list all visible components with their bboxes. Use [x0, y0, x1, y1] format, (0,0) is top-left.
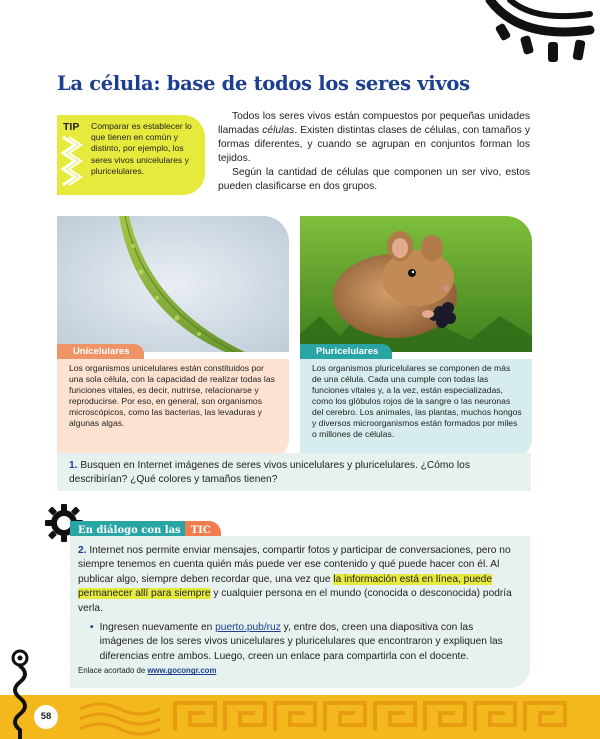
- activity-1-number: 1.: [69, 460, 78, 471]
- bullet-icon: •: [90, 622, 94, 634]
- link-shortener-credit: Enlace acortado de www.gocongr.com: [78, 666, 217, 676]
- squiggle-graphic: [8, 648, 36, 739]
- microscope-alga-image: [57, 216, 289, 352]
- activity-1: [57, 453, 531, 491]
- tip-text: Comparar es establecer lo que tienen en común y distinto, por ejemplo, los seres vivos unicelulares y pluricelulares.: [91, 121, 192, 176]
- intro-paragraph-2: Según la cantidad de células que componen un ser vivo, estos pueden clasificarse en dos grupos.: [218, 167, 530, 192]
- intro-text: [218, 110, 530, 194]
- tic-badge: TIC: [185, 521, 221, 541]
- unicelulares-label: Unicelulares: [57, 344, 144, 359]
- greek-key-pattern-graphic: [0, 695, 600, 739]
- highlighted-text: la información está en línea, puede permanecer allí para siempre: [78, 573, 492, 600]
- decorative-arcs-graphic: [480, 0, 600, 80]
- card-pluricelulares: [300, 216, 532, 444]
- dialog-box: [70, 536, 530, 688]
- mouse-photo-image: [300, 216, 532, 352]
- pluricelulares-label: Pluricelulares: [300, 344, 392, 359]
- gocongr-link[interactable]: www.gocongr.com: [147, 666, 217, 676]
- puerto-pub-link[interactable]: puerto.pub/ruz: [215, 622, 281, 634]
- dialog-header-text: En diálogo con las: [70, 521, 185, 541]
- page-number: 58: [34, 705, 58, 729]
- activity-2-number: 2.: [78, 545, 87, 556]
- activity-1-text: Busquen en Internet imágenes de seres vivos unicelulares y pluricelulares. ¿Cómo los describirían? ¿Qué colores y tamaños tienen?: [69, 460, 470, 485]
- unicelulares-text: Los organismos unicelulares están constituidos por una sola célula, con la capacidad de realizar todas las funciones vitales, es decir, nutrirse, relacionarse y reproducirse. Por eso, en general, son organismos microscópicos, como las bacterias, las levaduras y algunas algas.: [57, 359, 289, 459]
- card-unicelulares: [57, 216, 289, 444]
- page-title: La célula: base de todos los seres vivos: [57, 72, 470, 95]
- term-celulas: células: [262, 125, 295, 136]
- footer-band: [0, 695, 600, 739]
- activity-2: 2. Internet nos permite enviar mensajes, compartir fotos y participar de conversaciones, pero no siempre tenemos en cuenta quién más puede ver ese contenido y qué puede hacer con él. Al publicar algo, siempre deben recordar que, una vez que la información está en línea, puede permanecer allí para siempre y cualquier persona en el mundo (conocida o desconocida) podría verla.: [78, 545, 512, 614]
- tip-box: [57, 115, 205, 195]
- tip-label: TIP: [63, 121, 80, 133]
- list-item: • Ingresen nuevamente en puerto.pub/ruz y, entre dos, creen una diapositiva con las imágenes de los seres vivos unicelulares y pluricelulares que encontraron y expliquen las diferencias entre ambos. Luego, creen un enlace para compartirla con el docente.: [78, 621, 520, 664]
- intro-paragraph-1: Todos los seres vivos están compuestos por pequeñas unidades llamadas células. Existen distintas clases de células, con tamaños y formas diferentes, y cuando se agrupan en conjuntos forman los tejidos.: [218, 111, 530, 164]
- pluricelulares-text: Los organismos pluricelulares se componen de más de una célula. Cada una cumple con todas las funciones vitales y, a la vez, están especializadas, como los glóbulos rojos de la sangre o las neuronas del cerebro. Los animales, las plantas, muchos hongos y diversos microorganismos están formados por miles o millones de células.: [300, 359, 532, 459]
